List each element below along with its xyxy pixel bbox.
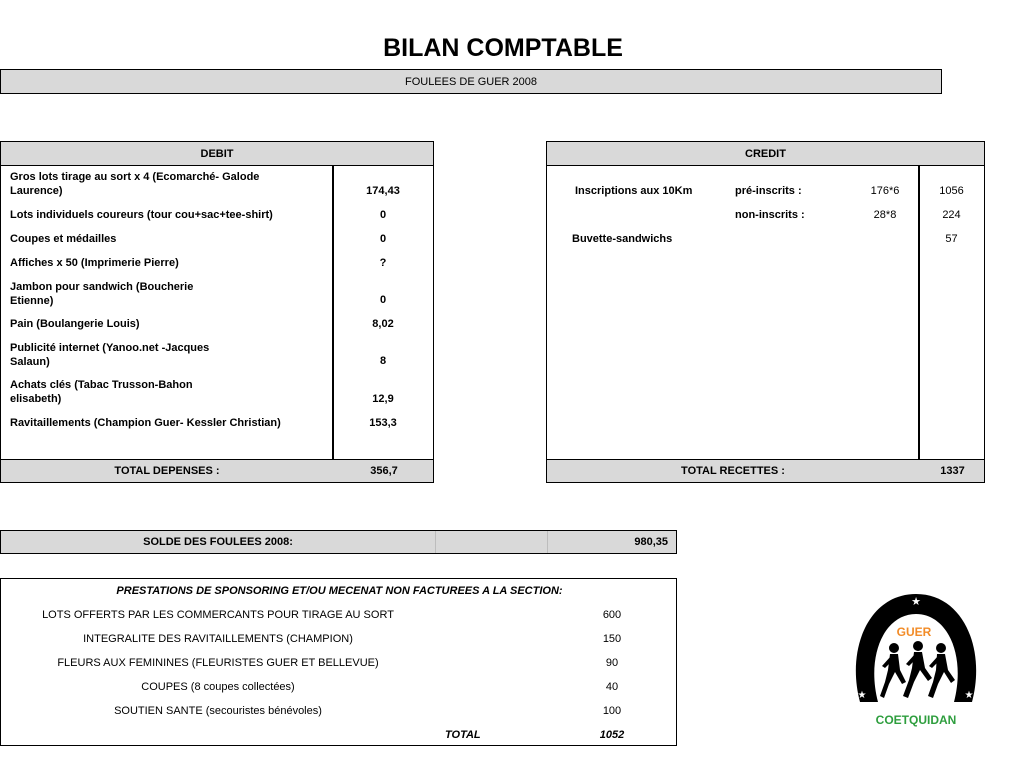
credit-header [546,141,985,166]
debit-total-row [0,459,434,483]
prestation-label: INTEGRALITE DES RAVITAILLEMENTS (CHAMPION) [83,633,353,645]
debit-row-value: 8,02 [372,318,394,330]
horseshoe-runners-icon [848,590,984,730]
credit-row-sub: non-inscrits : [735,209,805,221]
debit-total-label: TOTAL DEPENSES : [114,465,220,477]
debit-row-label: Coupes et médailles [10,233,117,245]
debit-total-value: 356,7 [370,465,398,477]
credit-row-value: 57 [945,233,958,245]
credit-total-label: TOTAL RECETTES : [681,465,785,477]
credit-row-calc: 176*6 [870,185,900,197]
debit-row-label: Ravitaillements (Champion Guer- Kessler Christian) [10,417,281,429]
solde-divider [547,531,548,553]
prestation-label: SOUTIEN SANTE (secouristes bénévoles) [114,705,322,717]
debit-row-value: 174,43 [366,185,400,197]
club-logo [848,590,984,730]
debit-row-label: Pain (Boulangerie Louis) [10,318,140,330]
debit-row-value: 8 [379,355,387,367]
prestation-value: 40 [605,681,619,693]
debit-row-label: Affiches x 50 (Imprimerie Pierre) [10,257,179,269]
credit-row-label: Buvette-sandwichs [572,233,673,245]
debit-header-label: DEBIT [200,147,234,160]
logo-top-text: GUER [896,625,932,639]
credit-row-value: 1056 [939,185,964,197]
prestation-label: FLEURS AUX FEMININES (FLEURISTES GUER ET BELLEVUE) [57,657,379,669]
prestation-label: COUPES (8 coupes collectées) [141,681,295,693]
solde-label: SOLDE DES FOULEES 2008: [143,536,293,548]
debit-row-label: Achats clés (Tabac Trusson-Bahon elisabeth) [10,379,193,405]
debit-header [0,141,434,166]
debit-row-value: 12,9 [372,393,394,405]
debit-row-value: 153,3 [369,417,397,429]
solde-divider [435,531,436,553]
svg-text:★: ★ [964,690,974,701]
credit-header-label: CREDIT [745,147,786,160]
subtitle-text: FOULEES DE GUER 2008 [404,75,538,88]
solde-value: 980,35 [634,536,668,548]
svg-text:★: ★ [911,595,921,608]
debit-row-label: Jambon pour sandwich (Boucherie Etienne) [10,281,194,307]
logo-bottom-text: COETQUIDAN [875,713,957,727]
prestations-total-value: 1052 [599,729,625,741]
prestations-box [0,578,677,746]
prestation-value: 600 [602,609,622,621]
prestation-label: LOTS OFFERTS PAR LES COMMERCANTS POUR TIRAGE AU SORT [42,609,394,621]
solde-row [0,530,677,554]
debit-row-label: Publicité internet (Yanoo.net -Jacques Salaun) [10,342,210,368]
debit-row-value: 0 [379,233,387,245]
prestations-total-label: TOTAL [445,729,481,741]
credit-row-value: 224 [942,209,961,221]
credit-row-label: Inscriptions aux 10Km [575,185,693,197]
prestation-value: 90 [605,657,619,669]
credit-row-sub: pré-inscrits : [735,185,802,197]
svg-text:★: ★ [857,690,867,701]
prestations-title: PRESTATIONS DE SPONSORING ET/OU MECENAT NON FACTUREES A LA SECTION: [116,585,563,597]
debit-row-value: 0 [379,294,387,306]
prestation-value: 150 [602,633,622,645]
credit-total-value: 1337 [940,465,965,477]
debit-row-label: Gros lots tirage au sort x 4 (Ecomarché- Galode Laurence) [10,171,260,197]
subtitle-band [0,69,942,94]
debit-row-value: 0 [379,209,387,221]
page-title: BILAN COMPTABLE [383,34,623,62]
debit-row-label: Lots individuels coureurs (tour cou+sac+tee-shirt) [10,209,273,221]
prestation-value: 100 [602,705,622,717]
credit-total-row [546,459,985,483]
credit-row-calc: 28*8 [873,209,897,221]
debit-row-value: ? [379,257,387,269]
